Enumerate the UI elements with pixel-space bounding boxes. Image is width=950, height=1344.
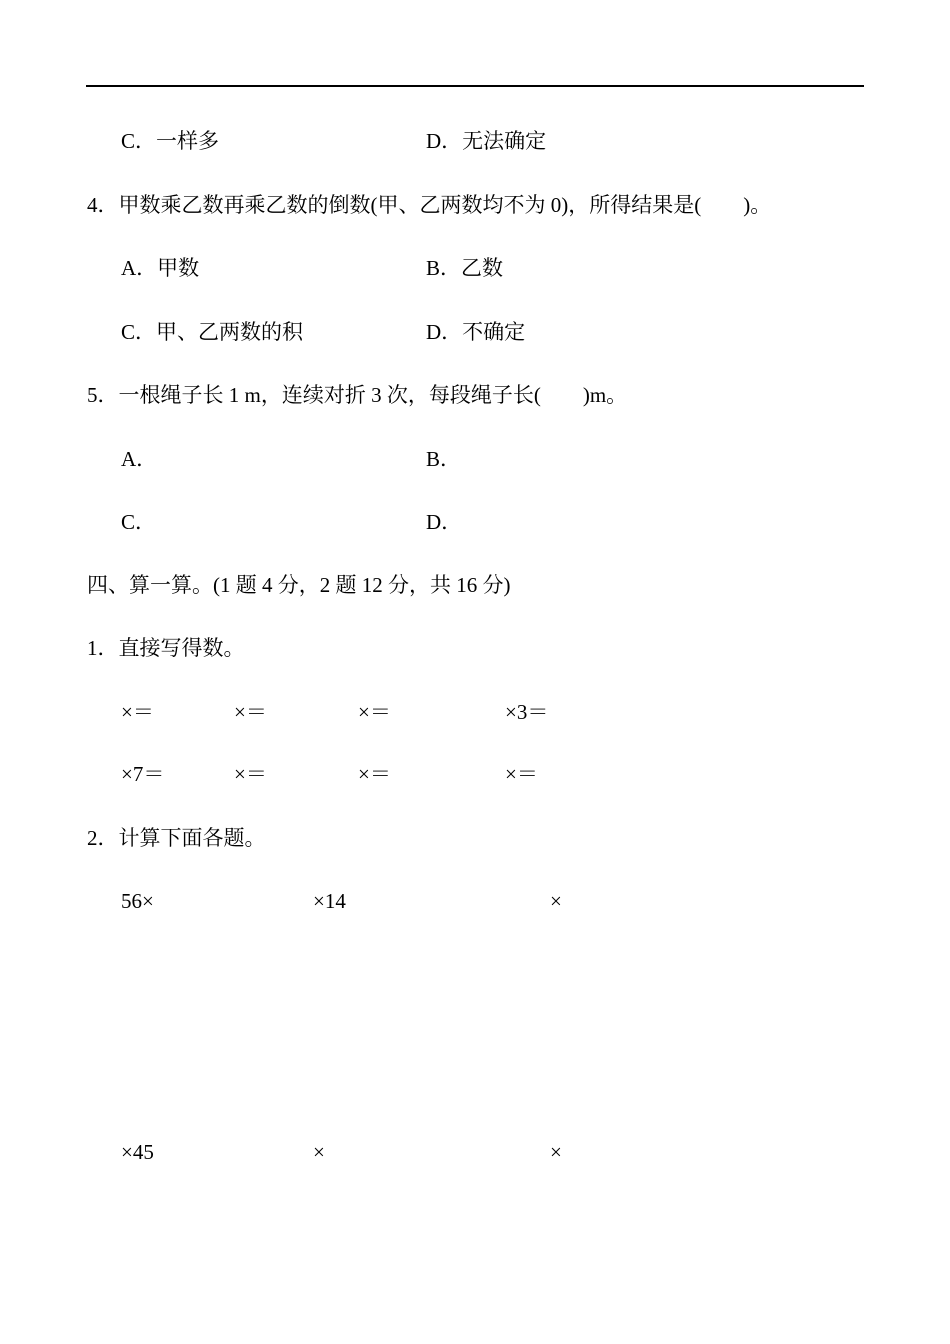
section4-heading: 四、算一算。(1 题 4 分，2 题 12 分，共 16 分) <box>87 573 511 597</box>
calc-item: ×3＝ <box>505 700 549 724</box>
q4-option-c[interactable]: C．甲、乙两数的积 <box>121 320 304 344</box>
calc-item: ×＝ <box>358 762 391 786</box>
q5-option-b[interactable]: B． <box>426 447 462 471</box>
section4-part1-label: 1．直接写得数。 <box>87 636 245 660</box>
calc-item: ×＝ <box>505 762 538 786</box>
calc-problem: × <box>550 1140 562 1164</box>
calc-item: ×＝ <box>358 700 391 724</box>
calc-problem: ×14 <box>313 889 346 913</box>
q3-option-d[interactable]: D．无法确定 <box>426 129 547 153</box>
calc-item: ×7＝ <box>121 762 165 786</box>
q3-option-c[interactable]: C．一样多 <box>121 129 220 153</box>
q4-option-d[interactable]: D．不确定 <box>426 320 526 344</box>
calc-item: ×＝ <box>234 700 267 724</box>
header-rule <box>86 85 864 87</box>
q5-stem: 5．一根绳子长 1 m，连续对折 3 次，每段绳子长( )m。 <box>87 383 628 407</box>
calc-problem: × <box>313 1140 325 1164</box>
calc-problem: × <box>550 889 562 913</box>
q5-option-a[interactable]: A． <box>121 447 158 471</box>
calc-problem: ×45 <box>121 1140 154 1164</box>
section4-part2-label: 2．计算下面各题。 <box>87 826 266 850</box>
calc-item: ×＝ <box>234 762 267 786</box>
q4-option-a[interactable]: A．甲数 <box>121 256 200 280</box>
q5-option-d[interactable]: D． <box>426 510 463 534</box>
calc-item: ×＝ <box>121 700 154 724</box>
calc-problem: 56× <box>121 889 154 913</box>
q5-option-c[interactable]: C． <box>121 510 157 534</box>
q4-option-b[interactable]: B．乙数 <box>426 256 504 280</box>
q4-stem: 4．甲数乘乙数再乘乙数的倒数(甲、乙两数均不为 0)，所得结果是( )。 <box>87 193 772 217</box>
